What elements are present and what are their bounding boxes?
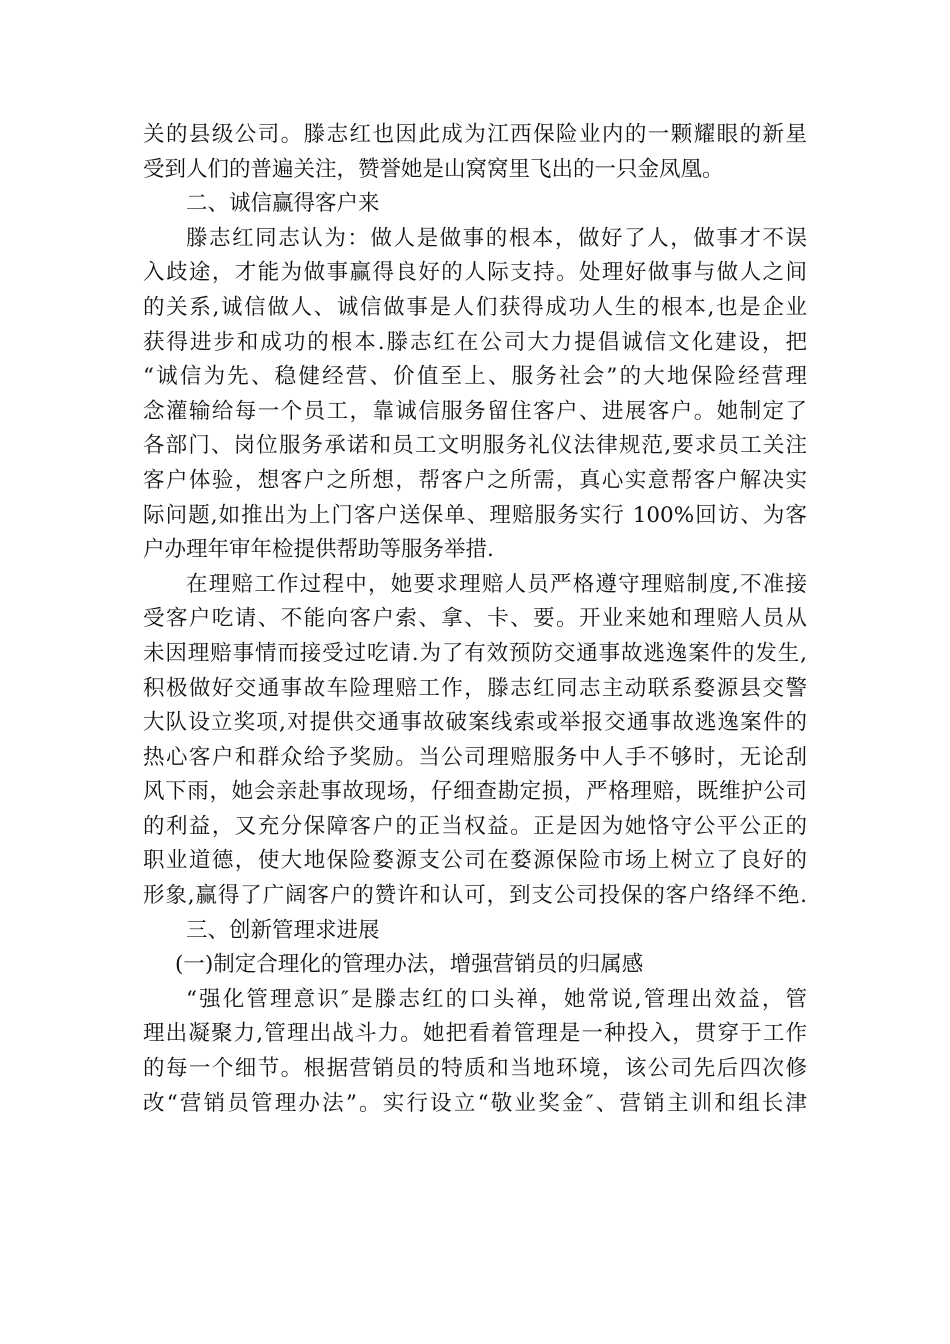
text-line: 改“营销员管理办法”。实行设立“敬业奖金″、营销主训和组长津 <box>143 1090 807 1116</box>
text-line: 户办理年审年检提供帮助等服务举措. <box>143 537 494 563</box>
text-line: 的利益，又充分保障客户的正当权益。正是因为她恪守公平公正的 <box>143 813 807 839</box>
text-line: 的每一个细节。根据营销员的特质和当地环境，该公司先后四次修 <box>143 1056 807 1082</box>
section-heading: 三、创新管理求进展 <box>186 917 380 943</box>
text-line: 受客户吃请、不能向客户索、拿、卡、要。开业来她和理赔人员从 <box>143 606 807 632</box>
text-line: 客户体验，想客户之所想，帮客户之所需，真心实意帮客户解决实 <box>143 467 807 493</box>
section-heading: 二、诚信赢得客户来 <box>186 191 380 217</box>
document-body <box>143 118 807 1121</box>
text-line: 关的县级公司。滕志红也因此成为江西保险业内的一颗耀眼的新星 <box>143 122 807 147</box>
text-line: 未因理赔事情而接受过吃请.为了有效预防交通事故逃逸案件的发生, <box>143 640 807 666</box>
text-line: 滕志红同志认为：做人是做事的根本，做好了人，做事才不误 <box>186 225 807 251</box>
text-line: 念灌输给每一个员工，靠诚信服务留住客户、进展客户。她制定了 <box>143 398 807 424</box>
text-line: 入歧途，才能为做事赢得良好的人际支持。处理好做事与做人之间 <box>143 260 807 286</box>
text-line: 职业道德，使大地保险婺源支公司在婺源保险市场上树立了良好的 <box>143 848 807 874</box>
text-line: “强化管理意识″是滕志红的口头禅，她常说,管理出效益，管 <box>186 986 807 1012</box>
text-line: 理出凝聚力,管理出战斗力。她把看着管理是一种投入，贯穿于工作 <box>143 1021 807 1047</box>
text-line: 获得进步和成功的根本.滕志红在公司大力提倡诚信文化建设，把 <box>143 329 807 355</box>
text-line: 热心客户和群众给予奖励。当公司理赔服务中人手不够时，无论刮 <box>143 744 807 770</box>
text-line: 风下雨，她会亲赴事故现场，仔细查勘定损，严格理赔，既维护公司 <box>143 779 807 805</box>
text-line: 受到人们的普遍关注，赞誉她是山窝窝里飞出的一只金凤凰。 <box>143 156 724 182</box>
subsection-heading: (一)制定合理化的管理办法，增强营销员的归属感 <box>175 952 644 978</box>
text-line: 形象,赢得了广阔客户的赞许和认可，到支公司投保的客户络绎不绝. <box>143 883 807 909</box>
text-line: 的关系,诚信做人、诚信做事是人们获得成功人生的根本,也是企业 <box>143 294 807 320</box>
text-line: “诚信为先、稳健经营、价值至上、服务社会”的大地保险经营理 <box>143 364 807 390</box>
text-line: 际问题,如推出为上门客户送保单、理赔服务实行 100%回访、为客 <box>143 502 807 528</box>
text-line: 各部门、岗位服务承诺和员工文明服务礼仪法律规范,要求员工关注 <box>143 433 807 459</box>
text-line: 积极做好交通事故车险理赔工作，滕志红同志主动联系婺源县交警 <box>143 675 807 701</box>
text-line: 在理赔工作过程中，她要求理赔人员严格遵守理赔制度,不准接 <box>186 571 807 597</box>
text-line: 大队设立奖项,对提供交通事故破案线索或举报交通事故逃逸案件的 <box>143 710 807 736</box>
